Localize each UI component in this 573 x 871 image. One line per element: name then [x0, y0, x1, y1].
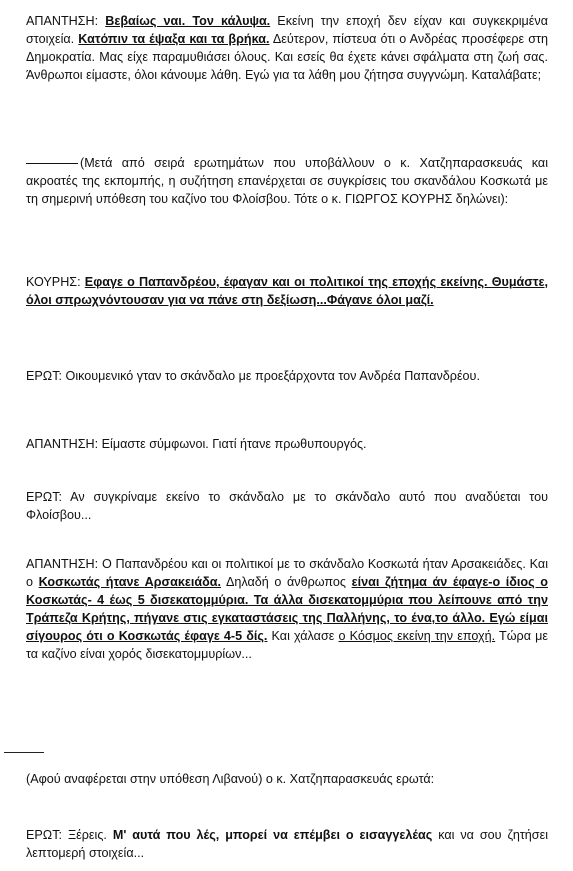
body-text: Τώρα με τα καζίνο είναι χορός δισεκατομμυρίων... — [26, 629, 548, 661]
paragraph-question-3 — [26, 826, 548, 862]
paragraph-kouris — [26, 273, 548, 309]
separator-line — [4, 752, 44, 753]
body-text: Δεύτερον, πίστευα ότι ο Ανδρέας προσέφερε στη Δημοκρατία. Μας είχε παραμυθιάσει όλους. Και εσείς θα έχετε κάνει σφάλματα στη ζωή σας. Άνθρωποι είμαστε, όλοι κάνουμε λάθη. Εγώ για τα λάθη μου ζήτησα συγγνώμη. Καταλάβατε; — [26, 32, 549, 82]
body-text: (Αφού αναφέρεται στην υπόθεση Λιβανού) ο κ. Χατζηπαρασκευάς ερωτά: — [26, 772, 435, 786]
paragraph-answer-2 — [26, 435, 548, 453]
speaker-label: ΕΡΩΤ: — [26, 490, 63, 504]
emphasized-text: Βεβαίως ναι. Τον κάλυψα. — [105, 14, 271, 28]
body-text: Και χάλασε — [267, 629, 339, 643]
paragraph-question-2 — [26, 488, 548, 524]
emphasized-text: Κοσκωτάς ήτανε Αρσακειάδα. — [38, 575, 222, 589]
speaker-label: ΚΟΥΡΗΣ: — [26, 275, 81, 289]
body-text: Ο Παπανδρέου και οι πολιτικοί με το σκάνδαλο Κοσκωτά ήταν Αρσακειάδες. Και ο — [26, 557, 548, 589]
body-text: Εκείνη την εποχή δεν είχαν και συγκεκριμένα στοιχεία. — [26, 14, 548, 46]
paragraph-narration-2 — [26, 770, 548, 788]
speaker-label: ΕΡΩΤ: — [26, 828, 63, 842]
dash-rule — [26, 163, 78, 164]
speaker-label: ΑΠΑΝΤΗΣΗ: — [26, 557, 99, 571]
body-text: Ξέρεις. — [62, 828, 113, 842]
speaker-label: ΑΠΑΝΤΗΣΗ: — [26, 14, 99, 28]
paragraph-answer-1 — [26, 12, 548, 84]
emphasized-text: Κατόπιν τα έψαξα και τα βρήκα. — [78, 32, 270, 46]
paragraph-narration-1 — [26, 154, 548, 208]
speaker-label: ΑΠΑΝΤΗΣΗ: — [26, 437, 99, 451]
emphasized-text: είναι ζήτημα άν έφαγε-ο ίδιος ο Κοσκωτάς- 4 έως 5 δισεκατομμύρια. Τα άλλα δισεκατομμύρια που λείπουνε από την Τράπεζα Κρήτης, πήγανε στις εγκαταστάσεις της Παλλήνης, το ένα,το άλλο. Εγώ είμαι σίγουρος ότι ο Κοσκωτάς έφαγε 4-5 δίς. — [26, 575, 548, 643]
speaker-label: ΕΡΩΤ: — [26, 369, 63, 383]
body-text: Αν συγκρίναμε εκείνο το σκάνδαλο με το σκάνδαλο αυτό που αναδύεται του Φλοίσβου... — [26, 490, 548, 522]
body-text: Δηλαδή ο άνθρωπος — [221, 575, 352, 589]
emphasized-text: Εφαγε ο Παπανδρέου, έφαγαν και οι πολιτικοί της εποχής εκείνης. Θυμάστε, όλοι σπρωχνόντουσαν για να πάνε στη δεξίωση...Φάγανε όλοι μαζί. — [26, 275, 549, 307]
paragraph-answer-3 — [26, 555, 548, 663]
body-text: Είμαστε σύμφωνοι. Γιατί ήτανε πρωθυπουργός. — [98, 437, 367, 451]
paragraph-question-1 — [26, 367, 548, 385]
body-text: Οικουμενικό γταν το σκάνδαλο με προεξάρχοντα τον Ανδρέα Παπανδρέου. — [62, 369, 480, 383]
underlined-text: ο Κόσμος εκείνη την εποχή. — [338, 629, 496, 643]
body-text: (Μετά από σειρά ερωτημάτων που υποβάλλουν ο κ. Χατζηπαρασκευάς και ακροατές της εκπομπής, η συζήτηση επανέρχεται σε συγκρίσεις του σκανδάλου Κοσκωτά με τη σημερινή υπόθεση του καζίνο του Φλοίσβου. Τότε ο κ. ΓΙΩΡΓΟΣ ΚΟΥΡΗΣ δηλώνει): — [26, 156, 548, 206]
body-text: και να σου ζητήσει λεπτομερή στοιχεία... — [26, 828, 548, 860]
emphasized-text: Μ' αυτά που λές, μπορεί να επέμβει ο εισαγγελέας — [112, 828, 433, 842]
